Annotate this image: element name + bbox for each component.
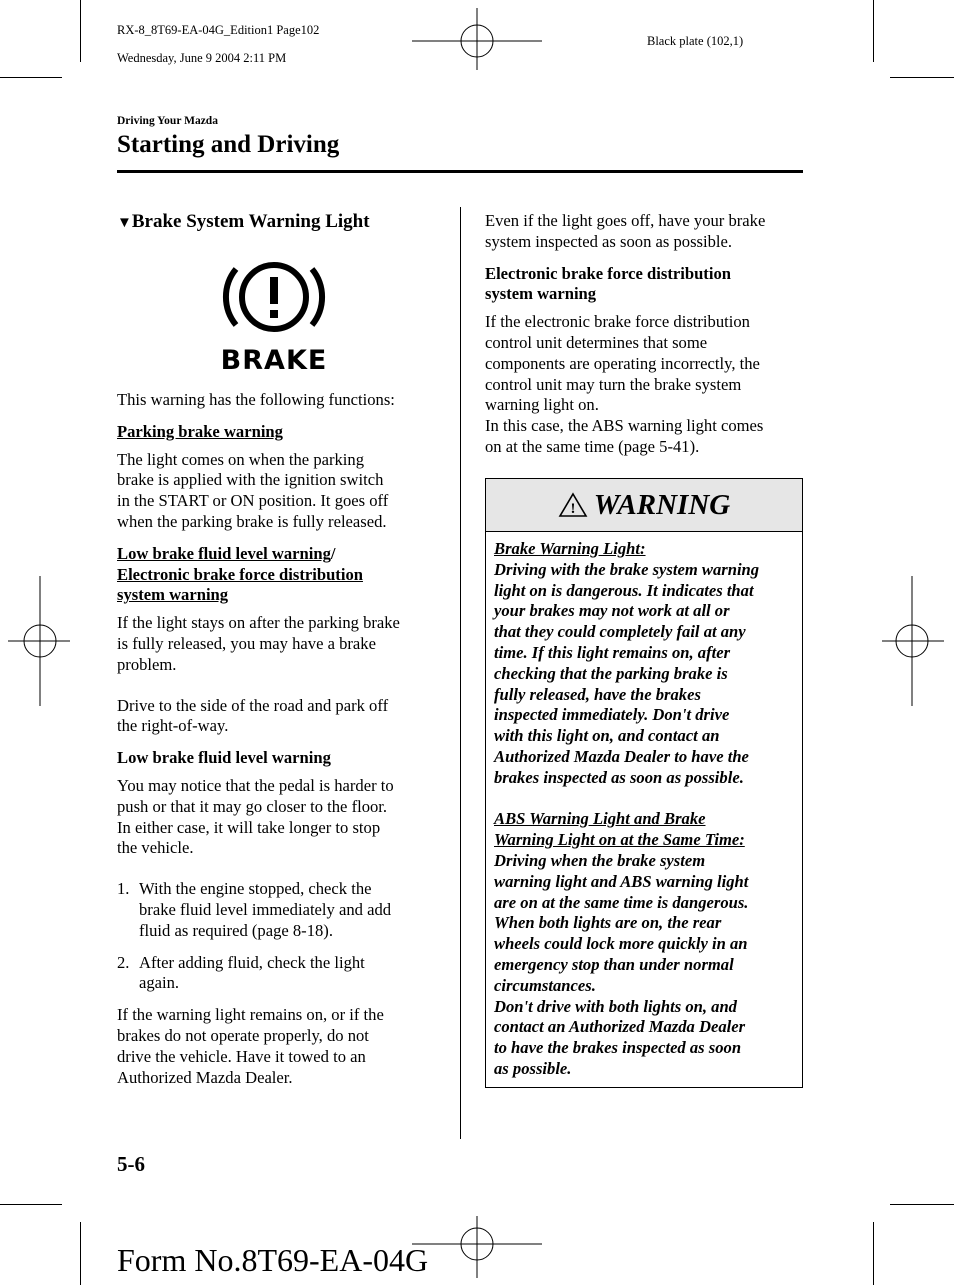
text-line: components are operating incorrectly, the: [485, 353, 760, 373]
text-line: If the warning light remains on, or if the: [117, 1005, 384, 1025]
text-line: inspected immediately. Don't drive: [494, 705, 730, 725]
list-number: 2.: [117, 952, 130, 972]
text-line: time. If this light remains on, after: [494, 642, 731, 662]
crop-mark: [873, 0, 874, 62]
warning-symbol: !: [570, 501, 576, 517]
page-number: 5-6: [117, 1152, 145, 1176]
intro-text: This warning has the following functions:: [117, 390, 395, 409]
crop-mark: [873, 1222, 874, 1285]
text-line: In this case, the ABS warning light comes: [485, 416, 764, 436]
final-body: [117, 1005, 447, 1088]
text-line: fully released, have the brakes: [494, 684, 701, 704]
text-line: circumstances.: [494, 975, 596, 995]
text-line: emergency stop than under normal: [494, 954, 734, 974]
crop-mark: [890, 77, 954, 78]
header-rule: [117, 170, 803, 173]
text-line: Drive to the side of the road and park off: [117, 695, 389, 715]
text-line: the right-of-way.: [117, 716, 229, 736]
text-line: control unit may turn the brake system: [485, 374, 742, 394]
text-line: Authorized Mazda Dealer.: [117, 1067, 293, 1087]
warning-triangle-icon: [558, 492, 588, 518]
left-column-text: [117, 390, 447, 1088]
warning-item-body: [494, 560, 794, 789]
registration-mark-right: [882, 576, 944, 706]
text-line: problem.: [117, 654, 177, 674]
text-line: checking that the parking brake is: [494, 663, 728, 683]
warning-title: WARNING: [593, 488, 731, 521]
warning-header: [486, 479, 802, 532]
heading-line: Electronic brake force distribution: [485, 263, 731, 283]
brake-icon-label: BRAKE: [220, 345, 328, 376]
text-line: brake is applied with the ignition switch: [117, 470, 384, 490]
text-line: is fully released, you may have a brake: [117, 633, 376, 653]
crop-mark: [890, 1204, 954, 1205]
text-line: your brakes may not work at all or: [494, 601, 730, 621]
list-item: [117, 953, 447, 995]
drive-side-text: [117, 696, 447, 738]
text-line: If the light stays on after the parking brake: [117, 613, 400, 633]
parking-brake-body: [117, 450, 447, 533]
crop-mark: [0, 77, 62, 78]
text-line: are on at the same time is dangerous.: [494, 892, 749, 912]
text-line: as possible.: [494, 1058, 572, 1078]
text-line: With the engine stopped, check the: [139, 879, 372, 899]
heading-text: Brake System Warning Light: [131, 211, 370, 232]
text-line: brakes do not operate properly, do not: [117, 1025, 369, 1045]
text-line: Driving when the brake system: [494, 850, 706, 870]
heading-line: system warning: [117, 585, 229, 605]
heading-slash: /: [330, 543, 336, 563]
section-heading: [117, 211, 370, 233]
text-line: Authorized Mazda Dealer to have the: [494, 746, 749, 766]
plate-label: Black plate (102,1): [647, 34, 744, 48]
list-number: 1.: [117, 879, 130, 899]
right-column-text: [485, 211, 805, 458]
warning-item-heading: Brake Warning Light:: [494, 539, 646, 558]
warning-box: [485, 478, 803, 1088]
form-number: Form No.8T69-EA-04G: [117, 1242, 429, 1278]
print-meta: [117, 9, 319, 79]
heading-line: Electronic brake force distribution: [117, 564, 363, 584]
text-line: When both lights are on, the rear: [494, 913, 722, 933]
text-line: Even if the light goes off, have your brake: [485, 211, 766, 230]
text-line: The light comes on when the parking: [117, 449, 365, 469]
brake-warning-icon: [214, 257, 334, 376]
text-line: on at the same time (page 5-41).: [485, 436, 700, 456]
text-line: system inspected as soon as possible.: [485, 231, 733, 251]
text-line: warning light on.: [485, 395, 599, 415]
text-line: that they could completely fail at any: [494, 622, 746, 642]
crop-mark: [80, 1222, 81, 1285]
ebd-heading: [485, 264, 805, 306]
warning-item-body: [494, 851, 794, 1080]
text-line: If the electronic brake force distribution: [485, 312, 750, 332]
text-line: In either case, it will take longer to stop: [117, 817, 381, 837]
print-meta-date: Wednesday, June 9 2004 2:11 PM: [117, 51, 287, 65]
text-line: push or that it may go closer to the floor.: [117, 796, 388, 816]
parking-brake-heading: Parking brake warning: [117, 421, 283, 441]
text-line: contact an Authorized Mazda Dealer: [494, 1017, 746, 1037]
registration-mark-top: [412, 8, 542, 70]
text-line: control unit determines that some: [485, 332, 708, 352]
low-fluid-body: [117, 613, 447, 675]
registration-mark-left: [8, 576, 70, 706]
text-line: warning light and ABS warning light: [494, 871, 749, 891]
ebd-body: [485, 312, 805, 458]
text-line: drive the vehicle. Have it towed to an: [117, 1046, 366, 1066]
crop-mark: [0, 1204, 62, 1205]
heading-line: ABS Warning Light and Brake: [494, 809, 706, 829]
page-title: Starting and Driving: [117, 131, 340, 158]
text-line: to have the brakes inspected as soon: [494, 1038, 742, 1058]
text-line: when the parking brake is fully released.: [117, 511, 387, 531]
text-line: in the START or ON position. It goes off: [117, 491, 389, 511]
brake-exclamation-icon: [214, 257, 334, 339]
text-line: brakes inspected as soon as possible.: [494, 767, 744, 787]
text-line: After adding fluid, check the light: [139, 952, 365, 972]
low-fluid-heading: [117, 544, 447, 606]
heading-line: Low brake fluid level warning: [117, 543, 331, 563]
text-line: Don't drive with both lights on, and: [494, 996, 737, 1016]
text-line: brake fluid level immediately and add: [139, 899, 392, 919]
registration-mark-bottom: [412, 1216, 542, 1278]
warning-item-heading: [494, 809, 794, 851]
list-item: [117, 879, 447, 941]
text-line: Driving with the brake system warning: [494, 559, 760, 579]
text-line: fluid as required (page 8-18).: [139, 920, 333, 940]
text-line: wheels could lock more quickly in an: [494, 934, 748, 954]
text-line: the vehicle.: [117, 838, 194, 858]
heading-line: system warning: [485, 284, 597, 304]
text-line: light on is dangerous. It indicates that: [494, 580, 754, 600]
crop-mark: [80, 0, 81, 62]
chapter-label: Driving Your Mazda: [117, 115, 218, 127]
heading-marker: ▼: [117, 215, 132, 231]
pedal-body: [117, 776, 447, 859]
print-meta-file: RX-8_8T69-EA-04G_Edition1 Page102: [117, 23, 320, 37]
low-fluid-subheading: Low brake fluid level warning: [117, 748, 331, 768]
even-if-text: [485, 211, 805, 253]
text-line: with this light on, and contact an: [494, 726, 720, 746]
heading-line: Warning Light on at the Same Time:: [494, 830, 745, 850]
text-line: again.: [139, 973, 180, 993]
warning-body: [486, 532, 802, 1080]
text-line: You may notice that the pedal is harder to: [117, 775, 394, 795]
column-divider: [460, 207, 461, 1139]
